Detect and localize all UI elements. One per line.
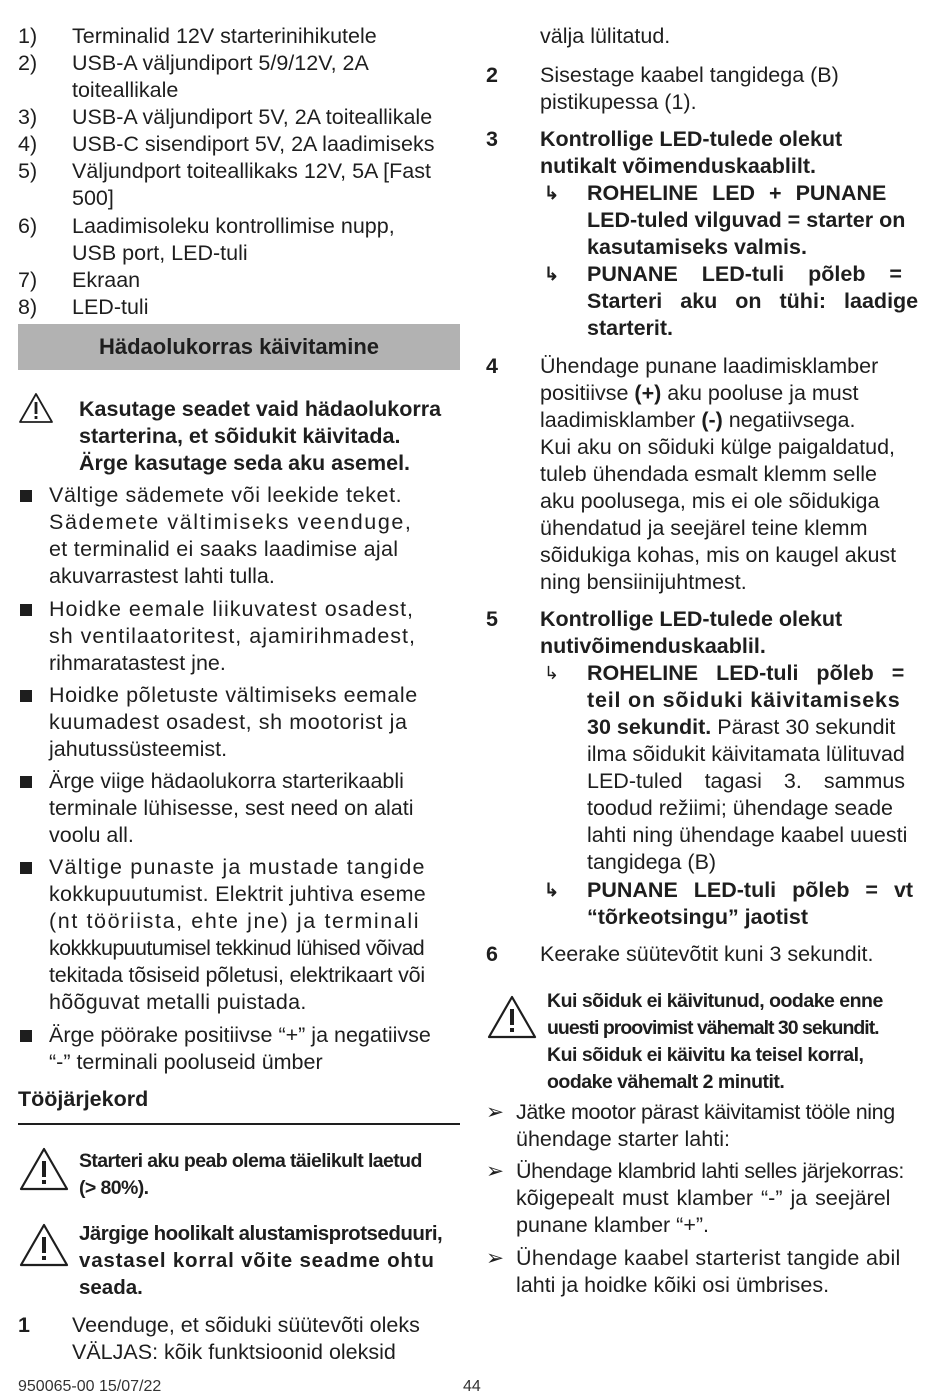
sub-text: lahti ning ühendage kaabel uuesti xyxy=(587,823,908,847)
step-text-part: laadimisklamber xyxy=(540,408,702,432)
bullet-square-icon xyxy=(20,862,32,874)
step-text: Sisestage kaabel tangidega (B) xyxy=(540,63,839,87)
warning-block xyxy=(18,396,460,477)
bullet-square-icon xyxy=(20,604,32,616)
step-text: ning bensiinijuhtmest. xyxy=(540,570,747,594)
list-text: USB port, LED-tuli xyxy=(72,241,248,265)
warning-text: Kasutage seadet vaid hädaolukorra xyxy=(79,397,442,421)
list-item xyxy=(18,104,460,131)
step-number: 6 xyxy=(486,942,498,966)
footer-code: 950065-00 15/07/22 xyxy=(18,1378,162,1395)
section-heading: Hädaolukorras käivitamine xyxy=(18,324,460,370)
chevron-text: kõigepealt must klamber “-” ja seejärel xyxy=(516,1186,891,1210)
warning-text: (> 80%). xyxy=(79,1177,149,1199)
sub-text xyxy=(587,714,928,741)
sub-text: ROHELINE LED-tuli põleb = xyxy=(587,661,905,685)
sub-text: ilma sõidukit käivitamata lülituvad xyxy=(587,742,905,766)
list-number: 5) xyxy=(18,159,38,183)
step-number: 3 xyxy=(486,127,498,151)
step-text: VÄLJAS: kõik funktsioonid oleksid xyxy=(72,1340,396,1364)
sub-text: teil on sõiduki käivitamiseks xyxy=(587,688,901,712)
page-number: 44 xyxy=(463,1378,481,1395)
bullet-text: jahutussüsteemist. xyxy=(49,737,228,761)
warning-triangle-icon xyxy=(18,1222,70,1275)
step-text: välja lülitatud. xyxy=(540,24,671,48)
bullet-text: (nt tööriista, ehte jne) ja terminali xyxy=(49,909,421,933)
list-item xyxy=(18,131,460,158)
step-number: 5 xyxy=(486,607,498,631)
step-number: 4 xyxy=(486,354,498,378)
hook-arrow-icon: ↳ xyxy=(544,663,560,683)
bullet-text: kuumadest osadest, sh mootorist ja xyxy=(49,710,408,734)
warning-triangle-icon xyxy=(18,392,54,431)
hook-arrow-icon: ↳ xyxy=(544,880,560,900)
step-text: nutikalt võimenduskaablilt. xyxy=(540,154,816,178)
bullet-text: tekitada tõsiseid põletusi, elektrikaart või xyxy=(49,963,426,987)
sub-text: ROHELINE LED + PUNANE xyxy=(587,181,887,205)
chevron-right-icon: ➢ xyxy=(486,1100,505,1124)
step-text: pistikupessa (1). xyxy=(540,90,697,114)
list-item xyxy=(18,267,460,294)
step-text-part: positiivse xyxy=(540,381,635,405)
bullet-text: Ärge pöörake positiivse “+” ja negatiivse xyxy=(49,1023,431,1047)
step-text: Veenduge, et sõiduki süütevõti oleks xyxy=(72,1313,420,1337)
step-number: 1 xyxy=(18,1313,30,1337)
list-text: 500] xyxy=(72,186,114,210)
step-text xyxy=(540,380,928,407)
bullet-text: Sädemete vältimiseks veenduge, xyxy=(49,510,413,534)
warning-text: Kui sõiduk ei käivitunud, oodake enne xyxy=(547,990,883,1012)
sub-text: LED-tuled tagasi 3. sammus xyxy=(587,769,906,793)
list-item xyxy=(18,158,460,212)
chevron-text: Ühendage kaabel starterist tangide abil xyxy=(516,1246,901,1270)
chevron-text: Jätke mootor pärast käivitamist tööle ning xyxy=(516,1100,895,1124)
sub-text: PUNANE LED-tuli põleb = vt xyxy=(587,878,914,902)
bullet-square-icon xyxy=(20,690,32,702)
chevron-right-icon: ➢ xyxy=(486,1159,505,1183)
warning-triangle-icon xyxy=(486,994,538,1048)
step-text-part: aku pooluse ja must xyxy=(661,381,859,405)
list-text: Väljundport toiteallikaks 12V, 5A [Fast xyxy=(72,159,431,183)
sub-text: “tõrkeotsingu” jaotist xyxy=(587,905,808,929)
plus-sign: (+) xyxy=(634,381,662,405)
procedure-heading: Tööjärjekord xyxy=(18,1087,149,1111)
list-text: USB-C sisendiport 5V, 2A laadimiseks xyxy=(72,132,435,156)
list-item xyxy=(18,23,460,50)
warning-text: seada. xyxy=(79,1276,143,1299)
sub-text: PUNANE LED-tuli põleb = xyxy=(587,262,902,286)
warning-text: starterina, et sõidukit käivitada. xyxy=(79,424,401,448)
bullet-text: terminale lühisesse, sest need on alati xyxy=(49,796,414,820)
chevron-text: punane klamber “+”. xyxy=(516,1213,710,1237)
sub-text: toodud režiimi; ühendage seade xyxy=(587,796,893,820)
warning-text: Starteri aku peab olema täielikult laetud xyxy=(79,1150,422,1172)
warning-text: Ärge kasutage seda aku asemel. xyxy=(79,451,411,475)
bullet-text: et terminalid ei saaks laadimise ajal xyxy=(49,537,399,561)
divider xyxy=(18,1123,460,1125)
warning-text: oodake vähemalt 2 minutit. xyxy=(547,1071,785,1093)
step-number: 2 xyxy=(486,63,498,87)
bullet-text: akuvarrastest lahti tulla. xyxy=(49,564,275,588)
sub-text-bold: 30 sekundit. xyxy=(587,715,712,739)
step-text: nutivõimenduskaablil. xyxy=(540,634,766,658)
bullet-text: voolu all. xyxy=(49,823,134,847)
list-number: 1) xyxy=(18,24,38,48)
sub-text-part: Pärast 30 sekundit xyxy=(711,715,896,739)
minus-sign: (-) xyxy=(701,408,723,432)
list-text: LED-tuli xyxy=(72,295,149,319)
step-text: sõidukiga kohas, mis on kaugel akust xyxy=(540,543,897,567)
step-text: Kui aku on sõiduki külge paigaldatud, xyxy=(540,435,896,459)
list-text: toiteallikale xyxy=(72,78,179,102)
bullet-text: Ärge viige hädaolukorra starterikaabli xyxy=(49,769,404,793)
sub-text: Starteri aku on tühi: laadige xyxy=(587,289,919,313)
warning-triangle-icon xyxy=(18,1146,70,1200)
step-text: Kontrollige LED-tulede olekut xyxy=(540,607,843,631)
list-text: Terminalid 12V starterinihikutele xyxy=(72,24,377,48)
bullet-text: kokkkupuutumisel tekkinud lühised võivad xyxy=(49,936,425,960)
sub-text: starterit. xyxy=(587,316,674,340)
bullet-text: sh ventilaatoritest, ajamirihmadest, xyxy=(49,624,417,648)
step-text: tuleb ühendada esmalt klemm selle xyxy=(540,462,878,486)
sub-text: tangidega (B) xyxy=(587,850,717,874)
bullet-square-icon xyxy=(20,490,32,502)
warning-text: Järgige hoolikalt alustamisprotseduuri, xyxy=(79,1222,443,1245)
sub-text: kasutamiseks valmis. xyxy=(587,235,807,259)
step-text: Keerake süütevõtit kuni 3 sekundit. xyxy=(540,942,874,966)
list-text: Laadimisoleku kontrollimise nupp, xyxy=(72,214,395,238)
step-text: Ühendage punane laadimisklamber xyxy=(540,354,879,378)
chevron-text: ühendage starter lahti: xyxy=(516,1127,730,1151)
step-text-part: negatiivsega. xyxy=(722,408,856,432)
list-number: 3) xyxy=(18,105,38,129)
list-text: USB-A väljundiport 5V, 2A toiteallikale xyxy=(72,105,433,129)
hook-arrow-icon: ↳ xyxy=(544,264,560,284)
bullet-square-icon xyxy=(20,1030,32,1042)
step-text: Kontrollige LED-tulede olekut xyxy=(540,127,843,151)
list-number: 8) xyxy=(18,295,38,319)
list-number: 6) xyxy=(18,214,38,238)
bullet-text: “-” terminali pooluseid ümber xyxy=(49,1050,323,1074)
bullet-text: hõõguvat metalli puistada. xyxy=(49,990,307,1014)
chevron-text: lahti ja hoidke kõiki osi ümbrises. xyxy=(516,1273,830,1297)
sub-text: LED-tuled vilguvad = starter on xyxy=(587,208,906,232)
chevron-right-icon: ➢ xyxy=(486,1246,505,1270)
bullet-text: Hoidke eemale liikuvatest osadest, xyxy=(49,597,415,621)
bullet-text: Hoidke põletuste vältimiseks eemale xyxy=(49,683,418,707)
list-number: 7) xyxy=(18,268,38,292)
list-number: 2) xyxy=(18,51,38,75)
warning-text: Kui sõiduk ei käivitu ka teisel korral, xyxy=(547,1044,864,1066)
chevron-text: Ühendage klambrid lahti selles järjekorras: xyxy=(516,1159,904,1183)
list-item xyxy=(18,213,460,267)
list-item xyxy=(18,294,460,321)
bullet-square-icon xyxy=(20,776,32,788)
step-text: ühendatud ja seejärel teine klemm xyxy=(540,516,868,540)
bullet-text: Vältige sädemete või leekide teket. xyxy=(49,483,403,507)
list-text: USB-A väljundiport 5/9/12V, 2A xyxy=(72,51,369,75)
bullet-text: Vältige punaste ja mustade tangide xyxy=(49,855,426,879)
warning-text: uuesti proovimist vähemalt 30 sekundit. xyxy=(547,1017,879,1039)
step-text: aku poolusega, mis ei ole sõidukiga xyxy=(540,489,880,513)
bullet-text: kokkupuutumist. Elektrit juhtiva eseme xyxy=(49,882,427,906)
step-text xyxy=(540,407,928,434)
list-number: 4) xyxy=(18,132,38,156)
list-item xyxy=(18,50,460,104)
warning-text: vastasel korral võite seadme ohtu xyxy=(79,1249,435,1272)
bullet-text: rihmaratastest jne. xyxy=(49,651,226,675)
hook-arrow-icon: ↳ xyxy=(544,183,560,203)
list-text: Ekraan xyxy=(72,268,141,292)
